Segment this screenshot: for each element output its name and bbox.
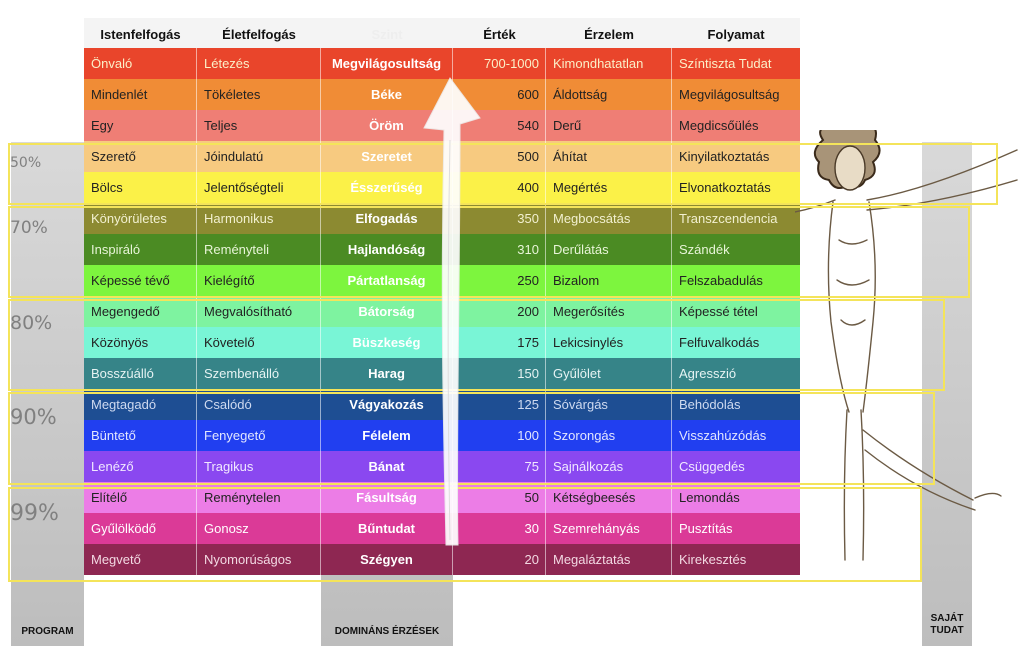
cell-istenfelfogas: Bölcs: [84, 172, 197, 203]
header-folyamat: Folyamat: [707, 27, 765, 42]
header-istenfelfogas: Istenfelfogás: [100, 27, 181, 42]
cell-erzelem: Megerősítés: [546, 296, 672, 327]
cell-folyamat: Felszabadulás: [679, 273, 763, 288]
percent-label-99: 99%: [10, 501, 59, 526]
cell-folyamat: Színtiszta Tudat: [679, 56, 772, 71]
cell-erzelem: Derűlátás: [546, 234, 672, 265]
cell-szint: Vágyakozás: [321, 389, 453, 420]
cell-szint: Pártatlanság: [321, 265, 453, 296]
cell-eletfelfogas: Jóindulatú: [197, 141, 321, 172]
cell-erzelem: Megértés: [546, 172, 672, 203]
cell-ertek: 250: [453, 265, 546, 296]
cell-istenfelfogas: Mindenlét: [84, 79, 197, 110]
cell-eletfelfogas: Harmonikus: [197, 203, 321, 234]
cell-erzelem: Áldottság: [546, 79, 672, 110]
cell-ertek: 540: [453, 110, 546, 141]
cell-ertek: 500: [453, 141, 546, 172]
cell-erzelem: Áhítat: [546, 141, 672, 172]
cell-erzelem: Lekicsinylés: [546, 327, 672, 358]
cell-erzelem: Megbocsátás: [546, 203, 672, 234]
cell-szint: Öröm: [321, 110, 453, 141]
dominant-label: DOMINÁNS ÉRZÉSEK: [334, 626, 440, 637]
cell-szint: Hajlandóság: [321, 234, 453, 265]
cell-szint: Bánat: [321, 451, 453, 482]
cell-szint: Megvilágosultság: [321, 48, 453, 79]
cell-erzelem: Szorongás: [546, 420, 672, 451]
cell-szint: Elfogadás: [321, 203, 453, 234]
cell-folyamat: Megvilágosultság: [679, 87, 780, 102]
cell-erzelem: Derű: [546, 110, 672, 141]
cell-folyamat: Transzcendencia: [679, 211, 778, 226]
percent-box-50: [8, 143, 998, 205]
cell-eletfelfogas: Kielégítő: [197, 265, 321, 296]
cell-istenfelfogas: Büntető: [84, 420, 197, 451]
cell-ertek: 310: [453, 234, 546, 265]
cell-ertek: 150: [453, 358, 546, 389]
cell-istenfelfogas: Lenéző: [84, 451, 197, 482]
cell-szint: Szégyen: [321, 544, 453, 575]
cell-ertek: 700-1000: [453, 48, 546, 79]
cell-folyamat: Kirekesztés: [679, 552, 747, 567]
cell-istenfelfogas: Gyűlölködő: [84, 513, 197, 544]
cell-eletfelfogas: Nyomorúságos: [197, 544, 321, 575]
cell-ertek: 400: [453, 172, 546, 203]
cell-ertek: 30: [453, 513, 546, 544]
cell-szint: Bátorság: [321, 296, 453, 327]
cell-folyamat: Agresszió: [679, 366, 737, 381]
cell-erzelem: Megaláztatás: [546, 544, 672, 575]
cell-istenfelfogas: Közönyös: [84, 327, 197, 358]
cell-folyamat: Behódolás: [679, 397, 741, 412]
cell-erzelem: Sóvárgás: [546, 389, 672, 420]
program-label: PROGRAM: [21, 626, 74, 637]
cell-szint: Harag: [321, 358, 453, 389]
cell-folyamat: Felfuvalkodás: [679, 335, 760, 350]
cell-ertek: 50: [453, 482, 546, 513]
cell-folyamat: Visszahúzódás: [679, 428, 767, 443]
header-ertek: Érték: [483, 27, 516, 42]
cell-istenfelfogas: Önvaló: [84, 48, 197, 79]
cell-eletfelfogas: Fenyegető: [197, 420, 321, 451]
cell-ertek: 350: [453, 203, 546, 234]
cell-eletfelfogas: Csalódó: [197, 389, 321, 420]
cell-istenfelfogas: Megtagadó: [84, 389, 197, 420]
cell-istenfelfogas: Szerető: [84, 141, 197, 172]
cell-eletfelfogas: Tökéletes: [197, 79, 321, 110]
cell-eletfelfogas: Jelentőségteli: [197, 172, 321, 203]
cell-ertek: 200: [453, 296, 546, 327]
cell-folyamat: Lemondás: [679, 490, 740, 505]
cell-istenfelfogas: Bosszúálló: [84, 358, 197, 389]
cell-eletfelfogas: Teljes: [197, 110, 321, 141]
cell-folyamat: Kinyilatkoztatás: [679, 149, 770, 164]
cell-folyamat: Csüggedés: [679, 459, 745, 474]
white-brush-arrow-icon: [410, 70, 500, 550]
cell-erzelem: Gyűlölet: [546, 358, 672, 389]
cell-ertek: 100: [453, 420, 546, 451]
cell-eletfelfogas: Reményteli: [197, 234, 321, 265]
percent-label-70: 70%: [10, 218, 48, 238]
cell-szint: Ésszerűség: [321, 172, 453, 203]
cell-ertek: 75: [453, 451, 546, 482]
percent-label-90: 90%: [10, 405, 57, 429]
cell-istenfelfogas: Elítélő: [84, 482, 197, 513]
cell-eletfelfogas: Tragikus: [197, 451, 321, 482]
cell-eletfelfogas: Gonosz: [197, 513, 321, 544]
cell-folyamat: Pusztítás: [679, 521, 733, 536]
cell-erzelem: Kimondhatatlan: [546, 48, 672, 79]
cell-folyamat: Képessé tétel: [679, 304, 758, 319]
cell-eletfelfogas: Szembenálló: [197, 358, 321, 389]
cell-istenfelfogas: Megengedő: [84, 296, 197, 327]
cell-erzelem: Bizalom: [546, 265, 672, 296]
own-consciousness-label: SAJÁT TUDAT: [930, 613, 964, 636]
cell-eletfelfogas: Reménytelen: [197, 482, 321, 513]
cell-eletfelfogas: Megvalósítható: [197, 296, 321, 327]
cell-szint: Fásultság: [321, 482, 453, 513]
cell-szint: Büszkeség: [321, 327, 453, 358]
cell-folyamat: Megdicsőülés: [679, 118, 759, 133]
cell-istenfelfogas: Megvető: [84, 544, 197, 575]
cell-istenfelfogas: Könyörületes: [84, 203, 197, 234]
cell-eletfelfogas: Követelő: [197, 327, 321, 358]
percent-label-50: 50%: [10, 155, 42, 171]
cell-ertek: 600: [453, 79, 546, 110]
cell-istenfelfogas: Inspiráló: [84, 234, 197, 265]
cell-erzelem: Sajnálkozás: [546, 451, 672, 482]
cell-istenfelfogas: Képessé tévő: [84, 265, 197, 296]
cell-szint: Szeretet: [321, 141, 453, 172]
cell-ertek: 20: [453, 544, 546, 575]
cell-istenfelfogas: Egy: [84, 110, 197, 141]
cell-eletfelfogas: Létezés: [197, 48, 321, 79]
header-eletfelfogas: Életfelfogás: [222, 27, 296, 42]
cell-szint: Béke: [321, 79, 453, 110]
cell-ertek: 175: [453, 327, 546, 358]
cell-folyamat: Szándék: [679, 242, 730, 257]
cell-folyamat: Elvonatkoztatás: [679, 180, 771, 195]
cell-szint: Bűntudat: [321, 513, 453, 544]
cell-erzelem: Szemrehányás: [546, 513, 672, 544]
header-szint: Szint: [371, 27, 403, 42]
cell-erzelem: Kétségbeesés: [546, 482, 672, 513]
cell-szint: Félelem: [321, 420, 453, 451]
header-erzelem: Érzelem: [584, 27, 634, 42]
cell-ertek: 125: [453, 389, 546, 420]
percent-label-80: 80%: [10, 312, 53, 334]
